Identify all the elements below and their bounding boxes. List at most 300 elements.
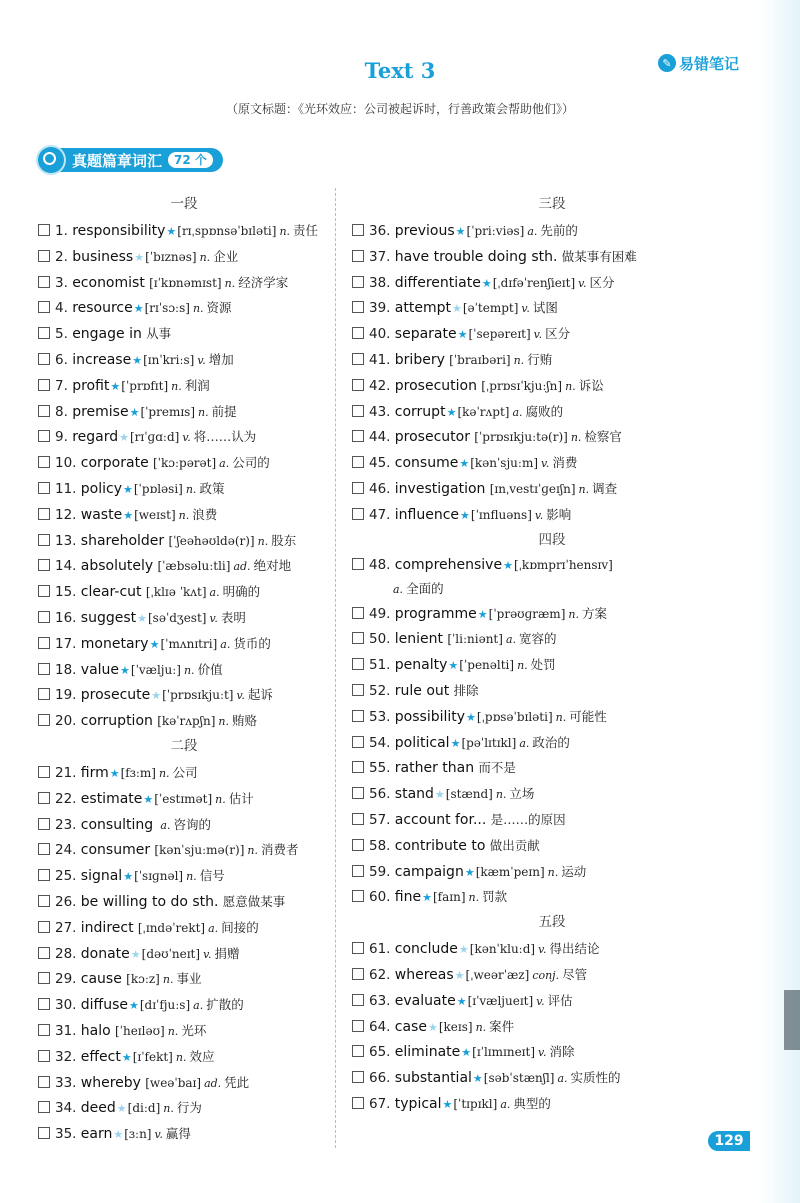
item-number: 1. — [55, 223, 68, 239]
checkbox[interactable] — [38, 508, 50, 520]
vocab-word: corrupt — [394, 403, 446, 420]
item-number: 57. — [369, 811, 391, 828]
phonetic: [ˈsɪɡnəl] — [134, 869, 184, 884]
vocab-word: value — [80, 661, 120, 678]
vocab-meaning: 影响 — [546, 506, 572, 522]
checkbox[interactable] — [38, 792, 50, 804]
vocab-item — [352, 502, 752, 528]
phonetic: [ˈkɔːpərət] — [153, 456, 217, 471]
vocab-meaning: 政治的 — [532, 734, 570, 750]
part-of-speech: n. — [565, 379, 576, 393]
item-number: 40. — [369, 326, 391, 343]
phonetic: [ɪˈlɪmɪneɪt] — [472, 1045, 536, 1060]
vocab-meaning: 间接的 — [221, 919, 259, 935]
vocab-meaning: 资源 — [206, 300, 232, 316]
checkbox[interactable] — [38, 250, 50, 262]
vocab-word: signal — [80, 868, 123, 885]
checkbox[interactable] — [38, 611, 50, 623]
star-icon: ★ — [457, 328, 468, 342]
vocab-meaning: 案件 — [489, 1018, 515, 1034]
item-number: 51. — [369, 657, 391, 674]
star-icon: ★ — [427, 1020, 438, 1034]
checkbox[interactable] — [352, 890, 364, 902]
vocab-word: resource — [72, 300, 133, 317]
item-number: 45. — [369, 455, 391, 472]
checkbox[interactable] — [352, 405, 364, 417]
checkbox[interactable] — [352, 276, 364, 288]
paragraph-heading: 三段 — [538, 196, 566, 212]
part-of-speech: n. — [163, 1102, 174, 1116]
phonetic: [ˈpenəlti] — [459, 658, 515, 673]
checkbox[interactable] — [38, 482, 50, 494]
phonetic: [ˈpremɪs] — [140, 404, 196, 419]
star-icon: ★ — [446, 405, 457, 419]
vocab-word: fine — [394, 889, 422, 906]
checkbox[interactable] — [38, 947, 50, 959]
vocab-item — [352, 244, 752, 270]
checkbox[interactable] — [38, 688, 50, 700]
star-icon: ★ — [451, 302, 462, 316]
item-number: 12. — [55, 506, 77, 523]
vocab-item — [352, 399, 752, 425]
checkbox[interactable] — [38, 1076, 50, 1088]
paragraph-heading: 二段 — [170, 737, 198, 754]
star-icon: ★ — [119, 431, 129, 445]
vocab-item — [38, 812, 330, 838]
part-of-speech: n. — [199, 250, 211, 264]
part-of-speech: a. — [500, 1097, 511, 1111]
vocab-word: prosecute — [80, 687, 151, 704]
vocab-word: deed — [80, 1100, 116, 1117]
vocab-meaning: 公司 — [172, 764, 198, 780]
part-of-speech: n. — [513, 353, 525, 367]
vocab-item — [38, 295, 330, 321]
vocab-meaning: 试图 — [532, 300, 558, 316]
vocab-item — [352, 884, 752, 910]
vocab-meaning: 效应 — [189, 1048, 215, 1064]
part-of-speech: conj. — [532, 968, 560, 982]
checkbox[interactable] — [352, 1071, 364, 1083]
vocab-item — [38, 708, 330, 734]
checkbox[interactable] — [352, 607, 364, 619]
vocab-column-right — [352, 192, 752, 1117]
phonetic: [kənˈsjuːm] — [470, 456, 539, 471]
vocab-item — [352, 218, 752, 244]
part-of-speech: v. — [538, 943, 547, 957]
vocab-word: political — [394, 734, 450, 751]
item-number: 67. — [369, 1095, 391, 1112]
phonetic: [dɪˈfjuːs] — [139, 998, 191, 1013]
checkbox[interactable] — [38, 637, 50, 649]
phonetic: [ˈʃeəhəʊldə(r)] — [168, 533, 255, 548]
phonetic: [ˈprɒsɪkjuːt] — [162, 688, 234, 703]
phonetic: [ˌɪndəˈrekt] — [137, 920, 206, 935]
vocab-item — [352, 988, 752, 1014]
vocab-meaning: 行为 — [176, 1100, 202, 1116]
vocab-word: clear-cut — [80, 584, 142, 601]
item-number: 7. — [55, 377, 68, 394]
vocab-word: conclude — [394, 941, 458, 958]
star-icon: ★ — [450, 736, 461, 750]
item-number: 19. — [55, 687, 77, 704]
phonetic: [ˈpɒləsi] — [133, 481, 183, 496]
checkbox[interactable] — [352, 684, 364, 696]
part-of-speech: a. — [505, 633, 516, 647]
vocab-word: monetary — [80, 635, 149, 652]
part-of-speech: a. — [160, 818, 171, 832]
checkbox[interactable] — [38, 895, 50, 907]
item-number: 63. — [369, 992, 391, 1009]
item-number: 18. — [55, 661, 77, 678]
vocab-item — [352, 781, 752, 807]
phonetic: [ˈpriːviəs] — [466, 224, 525, 238]
checkbox[interactable] — [352, 482, 364, 494]
vocab-meaning: 扩散的 — [206, 997, 244, 1013]
checkbox[interactable] — [352, 736, 364, 748]
star-icon: ★ — [116, 1102, 127, 1116]
checkbox[interactable] — [352, 1045, 364, 1057]
checkbox[interactable] — [38, 1127, 50, 1139]
part-of-speech: v. — [197, 353, 206, 367]
vocab-item — [38, 760, 330, 786]
checkbox[interactable] — [38, 1024, 50, 1036]
checkbox[interactable] — [352, 942, 364, 954]
part-of-speech: n. — [158, 766, 170, 780]
star-icon: ★ — [461, 1046, 472, 1060]
part-of-speech: v. — [538, 1046, 547, 1060]
vocab-item — [38, 424, 330, 450]
section-title: 真题篇章词汇 — [72, 151, 163, 170]
star-icon: ★ — [466, 710, 476, 724]
checkbox[interactable] — [352, 224, 364, 236]
vocab-item — [352, 678, 752, 704]
part-of-speech: n. — [224, 276, 236, 290]
star-icon: ★ — [454, 968, 465, 982]
checkbox[interactable] — [352, 658, 364, 670]
section-header — [38, 146, 223, 174]
checkbox[interactable] — [38, 379, 50, 391]
vocab-meaning: 检察官 — [584, 429, 622, 445]
star-icon: ★ — [455, 225, 466, 238]
vocab-meaning: 典型的 — [513, 1095, 551, 1111]
checkbox[interactable] — [352, 430, 364, 442]
checkbox[interactable] — [38, 301, 50, 313]
vocab-word: shareholder — [80, 532, 165, 549]
item-number: 22. — [55, 790, 77, 807]
part-of-speech: a. — [557, 1072, 568, 1086]
checkbox[interactable] — [38, 224, 50, 236]
vocab-meaning: 先前的 — [540, 223, 578, 238]
phonetic: [ˈvæljuː] — [130, 662, 181, 677]
phonetic: [rɪˈɡɑːd] — [130, 430, 180, 445]
part-of-speech: n. — [247, 844, 258, 858]
part-of-speech: n. — [547, 865, 559, 879]
vocab-item — [352, 626, 752, 652]
vocab-word: earn — [80, 1126, 113, 1143]
vocab-meaning: 货币的 — [233, 635, 271, 651]
item-number: 37. — [369, 248, 391, 265]
part-of-speech: a. — [193, 999, 204, 1013]
vocab-meaning: 赢得 — [165, 1126, 191, 1142]
vocab-word: be willing to do sth. — [80, 893, 219, 910]
vocab-meaning: 排除 — [453, 682, 479, 698]
vocab-meaning: 是……的原因 — [490, 811, 566, 827]
word-count-badge: 72 个 — [168, 152, 213, 168]
checkbox[interactable] — [38, 327, 50, 339]
vocab-item — [38, 1018, 330, 1044]
checkbox[interactable] — [352, 994, 364, 1006]
item-number: 26. — [55, 893, 77, 910]
vocab-meaning: 区分 — [589, 274, 615, 290]
vocab-word: possibility — [394, 708, 466, 725]
checkbox[interactable] — [352, 787, 364, 799]
item-number: 5. — [55, 326, 68, 343]
vocab-item — [352, 373, 752, 399]
vocab-meaning: 绝对地 — [253, 558, 292, 574]
item-number: 13. — [55, 532, 77, 549]
part-of-speech: n. — [167, 1024, 179, 1038]
checkbox[interactable] — [352, 379, 364, 391]
part-of-speech: n. — [218, 715, 229, 729]
column-divider — [335, 188, 336, 1148]
checkbox[interactable] — [352, 456, 364, 468]
star-icon: ★ — [133, 302, 144, 316]
item-number: 30. — [55, 997, 77, 1014]
section-title-bar — [60, 148, 223, 172]
part-of-speech: n. — [171, 379, 182, 393]
item-number: 43. — [369, 403, 391, 420]
item-number: 46. — [369, 480, 391, 497]
item-number: 32. — [55, 1048, 77, 1065]
vocab-item — [38, 1070, 330, 1096]
checkbox[interactable] — [352, 865, 364, 877]
vocab-item — [38, 347, 330, 373]
page-title: Text 3 — [364, 58, 436, 83]
checkbox[interactable] — [352, 761, 364, 773]
vocab-meaning: 经济学家 — [238, 274, 289, 290]
part-of-speech: v. — [154, 1128, 163, 1142]
checkbox[interactable] — [38, 430, 50, 442]
star-icon: ★ — [123, 870, 134, 884]
star-icon: ★ — [113, 1128, 124, 1142]
phonetic: [ˌpɒsəˈbɪləti] — [476, 709, 553, 724]
item-number: 8. — [55, 403, 68, 420]
vocab-item — [38, 837, 330, 863]
page-number: 129 — [708, 1131, 750, 1151]
vocab-item — [38, 915, 330, 941]
star-icon: ★ — [434, 788, 445, 802]
checkbox[interactable] — [352, 558, 364, 570]
checkbox[interactable] — [352, 250, 364, 262]
part-of-speech: n. — [186, 870, 197, 884]
item-number: 35. — [55, 1126, 77, 1143]
part-of-speech: ad. — [204, 1076, 222, 1090]
star-icon: ★ — [151, 689, 162, 703]
brand-text: 易错笔记 — [679, 54, 740, 73]
phonetic: [weəˈbaɪ] — [145, 1075, 202, 1090]
checkbox[interactable] — [38, 1101, 50, 1113]
checkbox[interactable] — [38, 353, 50, 365]
checkbox[interactable] — [38, 559, 50, 571]
phonetic: [keɪs] — [438, 1019, 473, 1034]
checkbox[interactable] — [38, 534, 50, 546]
original-title-note: （原文标题：《光环效应：公司被起诉时，行善政策会帮助他们》） — [225, 102, 574, 116]
phonetic: [kɔːz] — [126, 972, 160, 987]
item-number: 16. — [55, 609, 77, 626]
vocab-item — [352, 601, 752, 627]
part-of-speech: n. — [162, 973, 174, 987]
checkbox[interactable] — [352, 508, 364, 520]
phonetic: [kənˈkluːd] — [469, 942, 536, 957]
phonetic: [ˌweərˈæz] — [465, 967, 530, 982]
vocab-meaning: 做出贡献 — [489, 837, 540, 853]
part-of-speech: n. — [279, 225, 291, 238]
phonetic: [fɜːm] — [120, 765, 156, 780]
vocab-item — [38, 373, 330, 399]
checkbox[interactable] — [38, 714, 50, 726]
item-number: 15. — [55, 584, 77, 601]
star-icon: ★ — [503, 558, 513, 572]
vocab-item — [38, 1121, 330, 1147]
item-number: 41. — [369, 351, 391, 368]
checkbox[interactable] — [38, 972, 50, 984]
vocab-item — [38, 966, 330, 992]
vocab-item — [38, 786, 330, 812]
checkbox[interactable] — [38, 921, 50, 933]
vocab-item — [38, 605, 330, 631]
checkbox[interactable] — [38, 1050, 50, 1062]
vocab-meaning: 区分 — [545, 326, 571, 342]
vocab-meaning: 企业 — [213, 248, 239, 264]
checkbox[interactable] — [38, 663, 50, 675]
checkbox[interactable] — [38, 843, 50, 855]
checkbox[interactable] — [38, 766, 50, 778]
vocab-word: halo — [80, 1022, 111, 1039]
phonetic: [kæmˈpeɪn] — [475, 864, 545, 879]
vocab-meaning: 捐赠 — [214, 945, 240, 961]
checkbox[interactable] — [352, 813, 364, 825]
vocab-meaning-line — [352, 577, 752, 601]
item-number: 24. — [55, 842, 77, 859]
vocab-item — [38, 244, 330, 270]
item-number: 49. — [369, 605, 391, 622]
item-number: 47. — [369, 506, 391, 523]
phonetic: [ˌprɒsɪˈkjuːʃn] — [481, 378, 563, 393]
item-number: 58. — [369, 837, 391, 854]
vocab-word: engage in — [72, 326, 142, 343]
vocab-word: economist — [72, 274, 145, 291]
star-icon: ★ — [123, 482, 133, 496]
vocab-word: stand — [394, 786, 434, 803]
item-number: 64. — [369, 1018, 391, 1035]
phonetic: [ˈliːniənt] — [447, 632, 503, 647]
star-icon: ★ — [134, 250, 145, 264]
paragraph-heading: 五段 — [538, 914, 566, 931]
part-of-speech: v. — [521, 302, 530, 316]
checkbox[interactable] — [38, 818, 50, 830]
vocab-meaning: 腐败的 — [525, 403, 564, 419]
vocab-item — [352, 652, 752, 678]
vocab-item — [352, 755, 752, 781]
checkbox[interactable] — [352, 1020, 364, 1032]
checkbox[interactable] — [38, 869, 50, 881]
phonetic: [ˈheɪləʊ] — [115, 1023, 165, 1038]
vocab-word: account for... — [394, 811, 487, 828]
item-number: 31. — [55, 1022, 77, 1039]
vocab-meaning: 全面的 — [406, 580, 444, 596]
checkbox[interactable] — [352, 353, 364, 365]
checkbox[interactable] — [38, 276, 50, 288]
checkbox[interactable] — [352, 1097, 364, 1109]
vocab-item — [38, 1095, 330, 1121]
star-icon: ★ — [460, 508, 470, 522]
vocab-word: consume — [394, 455, 459, 472]
star-icon: ★ — [149, 637, 160, 651]
vocab-item — [38, 476, 330, 502]
vocab-word: firm — [80, 764, 109, 781]
item-number: 55. — [369, 760, 391, 777]
vocab-item — [352, 1014, 752, 1040]
vocab-item — [38, 321, 330, 347]
item-number: 50. — [369, 631, 391, 648]
star-icon: ★ — [456, 994, 467, 1008]
checkbox[interactable] — [352, 327, 364, 339]
vocab-meaning: 方案 — [581, 605, 607, 621]
part-of-speech: v. — [578, 276, 587, 290]
phonetic: [ˈsepəreɪt] — [468, 327, 531, 342]
checkbox[interactable] — [352, 301, 364, 313]
part-of-speech: n. — [175, 1050, 187, 1064]
checkbox[interactable] — [352, 968, 364, 980]
phonetic: [ˈbraɪbəri] — [449, 352, 511, 367]
checkbox[interactable] — [352, 632, 364, 644]
phonetic: [weɪst] — [134, 507, 176, 522]
vocab-word: responsibility — [72, 223, 166, 239]
checkbox[interactable] — [38, 585, 50, 597]
vocab-meaning: 股东 — [271, 532, 297, 548]
vocab-meaning: 运动 — [561, 863, 587, 879]
vocab-meaning: 贿赂 — [232, 713, 258, 729]
phonetic: [ˈmʌnɪtri] — [160, 636, 218, 651]
vocab-word: prosecution — [394, 377, 477, 394]
phonetic: [ˈæbsəluːtli] — [157, 559, 231, 574]
vocab-item — [38, 450, 330, 476]
checkbox[interactable] — [38, 405, 50, 417]
vocab-word: attempt — [394, 300, 451, 317]
item-number: 61. — [369, 941, 391, 958]
phonetic: [səˈdʒest] — [148, 610, 207, 625]
checkbox[interactable] — [352, 710, 364, 722]
checkbox[interactable] — [352, 839, 364, 851]
checkbox[interactable] — [38, 998, 50, 1010]
phonetic: [diːd] — [127, 1101, 161, 1116]
vocab-meaning: 责任 — [293, 223, 319, 238]
vocab-item — [38, 218, 330, 244]
star-icon: ★ — [129, 405, 140, 419]
vocab-item — [352, 321, 752, 347]
phonetic: [ˌklɪə ˈkʌt] — [145, 585, 207, 600]
checkbox[interactable] — [38, 456, 50, 468]
phonetic: [ˈɪnfluəns] — [470, 507, 532, 522]
paragraph-heading: 一段 — [170, 196, 198, 212]
phonetic: [ˈtɪpɪkl] — [453, 1096, 498, 1111]
part-of-speech: a. — [512, 405, 523, 419]
part-of-speech: a. — [209, 586, 220, 600]
item-number: 44. — [369, 429, 391, 446]
vocab-item — [38, 1044, 330, 1070]
item-number: 11. — [55, 480, 77, 497]
vocab-item — [38, 992, 330, 1018]
